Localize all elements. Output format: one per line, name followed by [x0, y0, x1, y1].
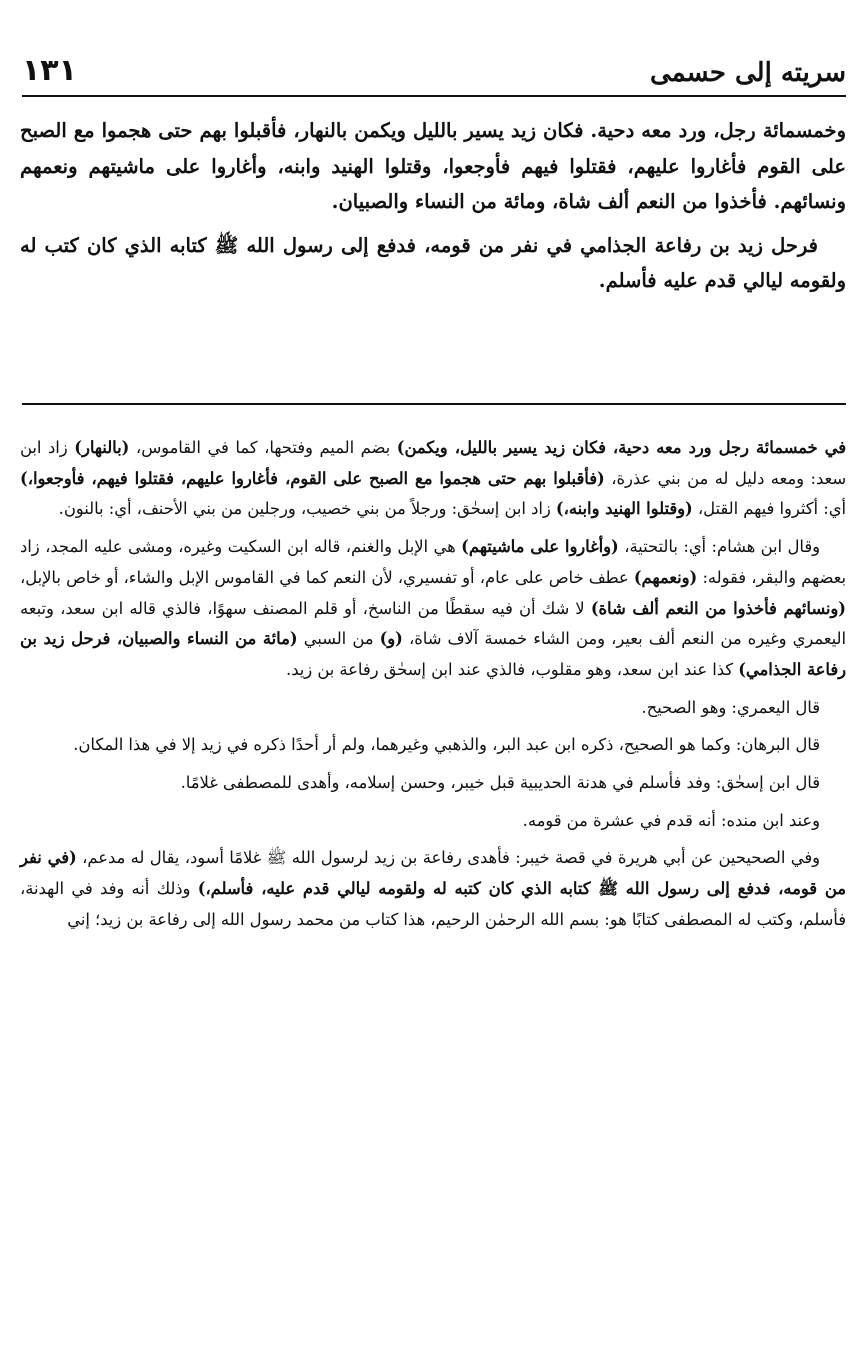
commentary-text: قال ابن إسحٰق: وفد فأسلم في هدنة الحديبية قبل خيبر، وحسن إسلامه، وأهدى للمصطفى غلامًا.	[180, 773, 820, 793]
commentary-text: قال اليعمري: وهو الصحيح.	[641, 697, 820, 717]
commentary-paragraph	[20, 532, 846, 686]
main-text	[20, 113, 846, 307]
commentary-paragraph	[20, 806, 846, 837]
commentary-text: وفي الصحيحين عن أبي هريرة في قصة خيبر: فأهدى رفاعة بن زيد لرسول الله ﷺ غلامًا أسود، يقال له مدعم،	[76, 848, 820, 868]
quoted-text: (مائة من النساء والصبيان، فرحل زيد بن رفاعة الجذامي)	[20, 629, 846, 679]
header-rule	[22, 95, 846, 97]
running-title: سريته إلى حسمى	[649, 58, 846, 88]
commentary-paragraph	[20, 843, 846, 935]
commentary-text: زاد ابن إسحٰق: ورجلاً من بني خصيب، ورجلين من بني الأحنف، أي: بالنون.	[58, 499, 556, 519]
commentary-text: زاد ابن سعد: ومعه دليل له من بني عذرة،	[20, 438, 846, 488]
quoted-text: (ونعمهم)	[633, 567, 698, 587]
quoted-text: (و)	[379, 629, 403, 649]
quoted-text: في خمسمائة رجل ورد معه دحية، فكان زيد يسير بالليل، ويكمن)	[396, 438, 847, 457]
main-text-paragraph: فرحل زيد بن رفاعة الجذامي في نفر من قومه، فدفع إلى رسول الله ﷺ كتابه الذي كان كتب له ولقومه ليالي قدم عليه فأسلم.	[20, 233, 846, 292]
commentary-text: كذا عند ابن سعد، وهو مقلوب، فالذي عند ابن إسحٰق رفاعة بن زيد.	[286, 659, 739, 679]
page-number: ١٣١	[22, 53, 77, 88]
commentary-paragraph	[20, 693, 846, 724]
commentary-text: عطف خاص على عام، أو تفسيري، لأن النعم كما في القاموس الإبل والشاء، أو خاص بالإبل،	[20, 567, 634, 587]
commentary	[20, 433, 846, 943]
quoted-text: (وأغاروا على ماشيتهم)	[461, 537, 619, 557]
commentary-paragraph	[20, 730, 846, 761]
quoted-text: (بالنهار)	[74, 438, 130, 457]
commentary-separator	[22, 403, 846, 405]
commentary-text: بضم الميم وفتحها، كما في القاموس،	[129, 438, 397, 457]
commentary-text: من السبي	[297, 629, 380, 649]
running-header	[22, 48, 846, 88]
commentary-text: أي: أكثروا فيهم القتل،	[692, 499, 846, 519]
commentary-paragraph	[20, 433, 846, 525]
commentary-text: وقال ابن هشام: أي: بالتحتية،	[618, 537, 820, 557]
commentary-text: هي الإبل والغنم، قاله ابن السكيت وغيره، ومشى عليه المجد، زاد بعضهم والبقر، فقوله:	[20, 537, 847, 587]
commentary-paragraph	[20, 768, 846, 799]
quoted-text: (وقتلوا الهنيد وابنه،)	[555, 499, 693, 519]
commentary-text: وذلك أنه وفد في الهدنة، فأسلم، وكتب له المصطفى كتابًا هو: بسم الله الرحمٰن الرحيم، هذا كتاب من محمد رسول الله إلى رفاعة بن زيد؛ إني	[20, 879, 846, 929]
commentary-text: قال البرهان: وكما هو الصحيح، ذكره ابن عبد البر، والذهبي وغيرهما، ولم أر أحدًا ذكره في زيد إلا في هذا المكان.	[73, 735, 820, 755]
main-text-paragraph: وخمسمائة رجل، ورد معه دحية. فكان زيد يسير بالليل ويكمن بالنهار، فأقبلوا بهم حتى هجموا مع الصبح على القوم فأغاروا عليهم، فقتلوا فيهم فأوجعوا، وقتلوا الهنيد وابنه، وأغاروا على ماشيتهم ونعمهم ونسائهم. فأخذوا من النعم ألف شاة، ومائة من النساء والصبيان.	[20, 119, 846, 213]
quoted-text: (ونسائهم فأخذوا من النعم ألف شاة)	[590, 598, 846, 618]
quoted-text: (في نفر من قومه، فدفع إلى رسول الله ﷺ كتابه الذي كان كتبه له ولقومه ليالي قدم عليه، فأسلم،)	[20, 848, 846, 899]
commentary-text: لا شك أن فيه سقطًا من الناسخ، أو قلم المصنف سهوًا، فالذي قاله ابن سعد، وتبعه اليعمري وغيره من النعم ألف بعير، ومن الشاء خمسة آلاف شاة،	[20, 598, 847, 649]
quoted-text: (فأقبلوا بهم حتى هجموا مع الصبح على القوم، فأغاروا عليهم، فقتلوا فيهم، فأوجعوا،)	[20, 468, 605, 488]
commentary-text: وعند ابن منده: أنه قدم في عشرة من قومه.	[522, 810, 820, 830]
